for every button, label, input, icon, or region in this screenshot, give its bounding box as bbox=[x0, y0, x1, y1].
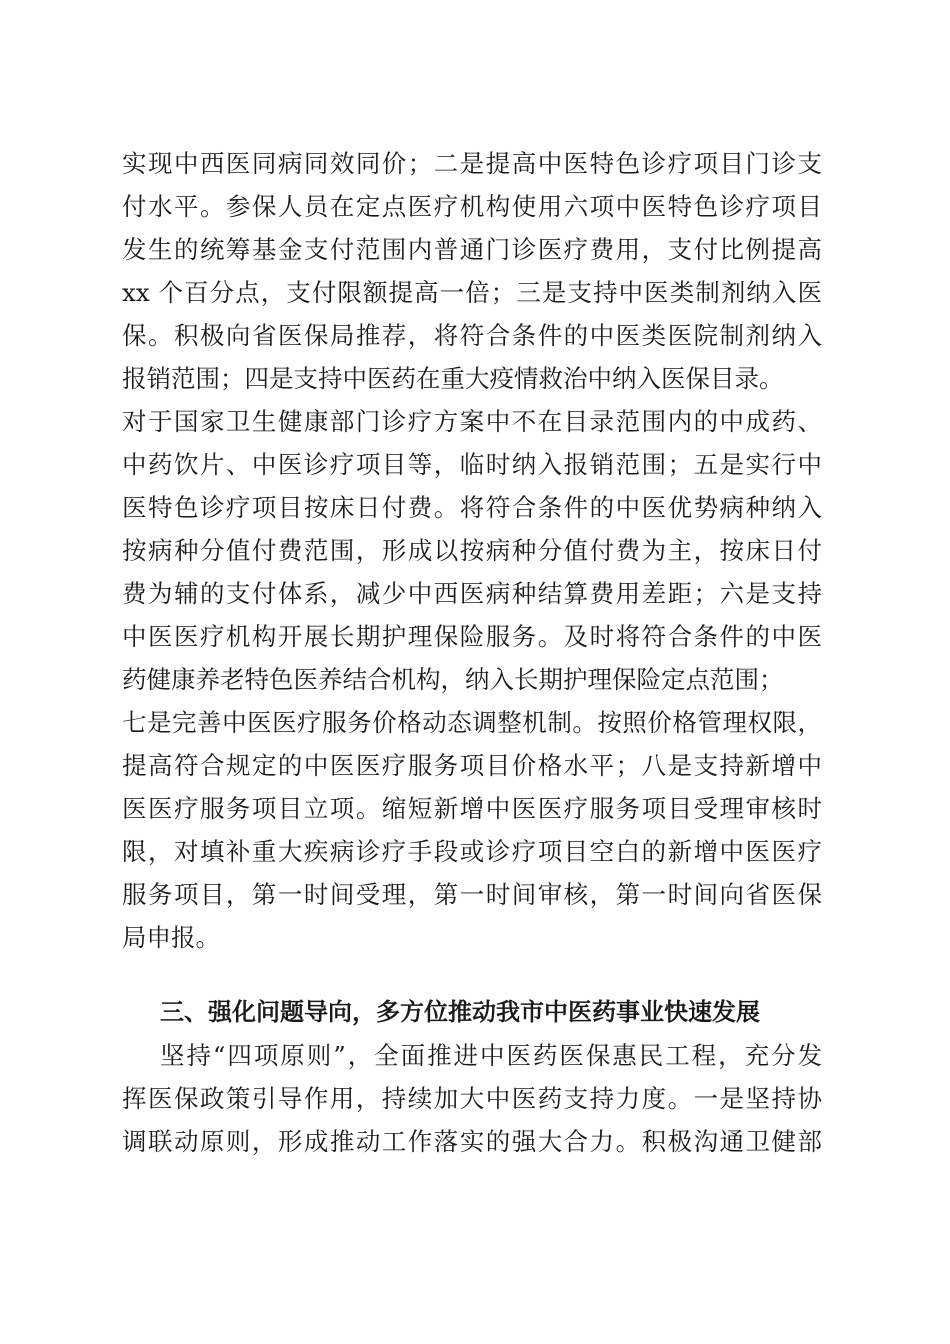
body-line: 限，对填补重大疾病诊疗手段或诊疗项目空白的新增中医医疗 bbox=[122, 837, 822, 866]
body-line: 对于国家卫生健康部门诊疗方案中不在目录范围内的中成药、 bbox=[122, 407, 822, 436]
body-line: 付水平。参保人员在定点医疗机构使用六项中医特色诊疗项目 bbox=[122, 192, 822, 221]
body-line: 中药饮片、中医诊疗项目等，临时纳入报销范围；五是实行中 bbox=[122, 450, 822, 479]
body-line: 局申报。 bbox=[122, 923, 220, 952]
body-line: 费为辅的支付体系，减少中西医病种结算费用差距；六是支持 bbox=[122, 579, 822, 608]
body-line: 药健康养老特色医养结合机构，纳入长期护理保险定点范围； bbox=[122, 665, 784, 694]
body-line: 七是完善中医医疗服务价格动态调整机制。按照价格管理权限， bbox=[122, 708, 822, 737]
body-line: 发生的统筹基金支付范围内普通门诊医疗费用，支付比例提高 bbox=[122, 235, 822, 264]
body-line: 报销范围；四是支持中医药在重大疫情救治中纳入医保目录。 bbox=[122, 364, 784, 393]
body-line: 挥医保政策引导作用，持续加大中医药支持力度。一是坚持协 bbox=[122, 1084, 822, 1113]
body-line: xx 个百分点，支付限额提高一倍；三是支持中医类制剂纳入医 bbox=[122, 278, 822, 307]
body-line: 服务项目，第一时间受理，第一时间审核，第一时间向省医保 bbox=[122, 880, 822, 909]
body-line: 医医疗服务项目立项。缩短新增中医医疗服务项目受理审核时 bbox=[122, 794, 822, 823]
body-line: 实现中西医同病同效同价；二是提高中医特色诊疗项目门诊支 bbox=[122, 149, 822, 178]
body-line: 提高符合规定的中医医疗服务项目价格水平；八是支持新增中 bbox=[122, 751, 822, 780]
body-line: 医特色诊疗项目按床日付费。将符合条件的中医优势病种纳入 bbox=[122, 493, 822, 522]
body-line: 保。积极向省医保局推荐，将符合条件的中医类医院制剂纳入 bbox=[122, 321, 822, 350]
body-line: 按病种分值付费范围，形成以按病种分值付费为主，按床日付 bbox=[122, 536, 822, 565]
body-line: 调联动原则，形成推动工作落实的强大合力。积极沟通卫健部 bbox=[122, 1127, 822, 1156]
body-line: 坚持“四项原则”，全面推进中医药医保惠民工程，充分发 bbox=[160, 1041, 822, 1070]
section-heading: 三、强化问题导向，多方位推动我市中医药事业快速发展 bbox=[160, 998, 760, 1026]
body-line: 中医医疗机构开展长期护理保险服务。及时将符合条件的中医 bbox=[122, 622, 822, 651]
